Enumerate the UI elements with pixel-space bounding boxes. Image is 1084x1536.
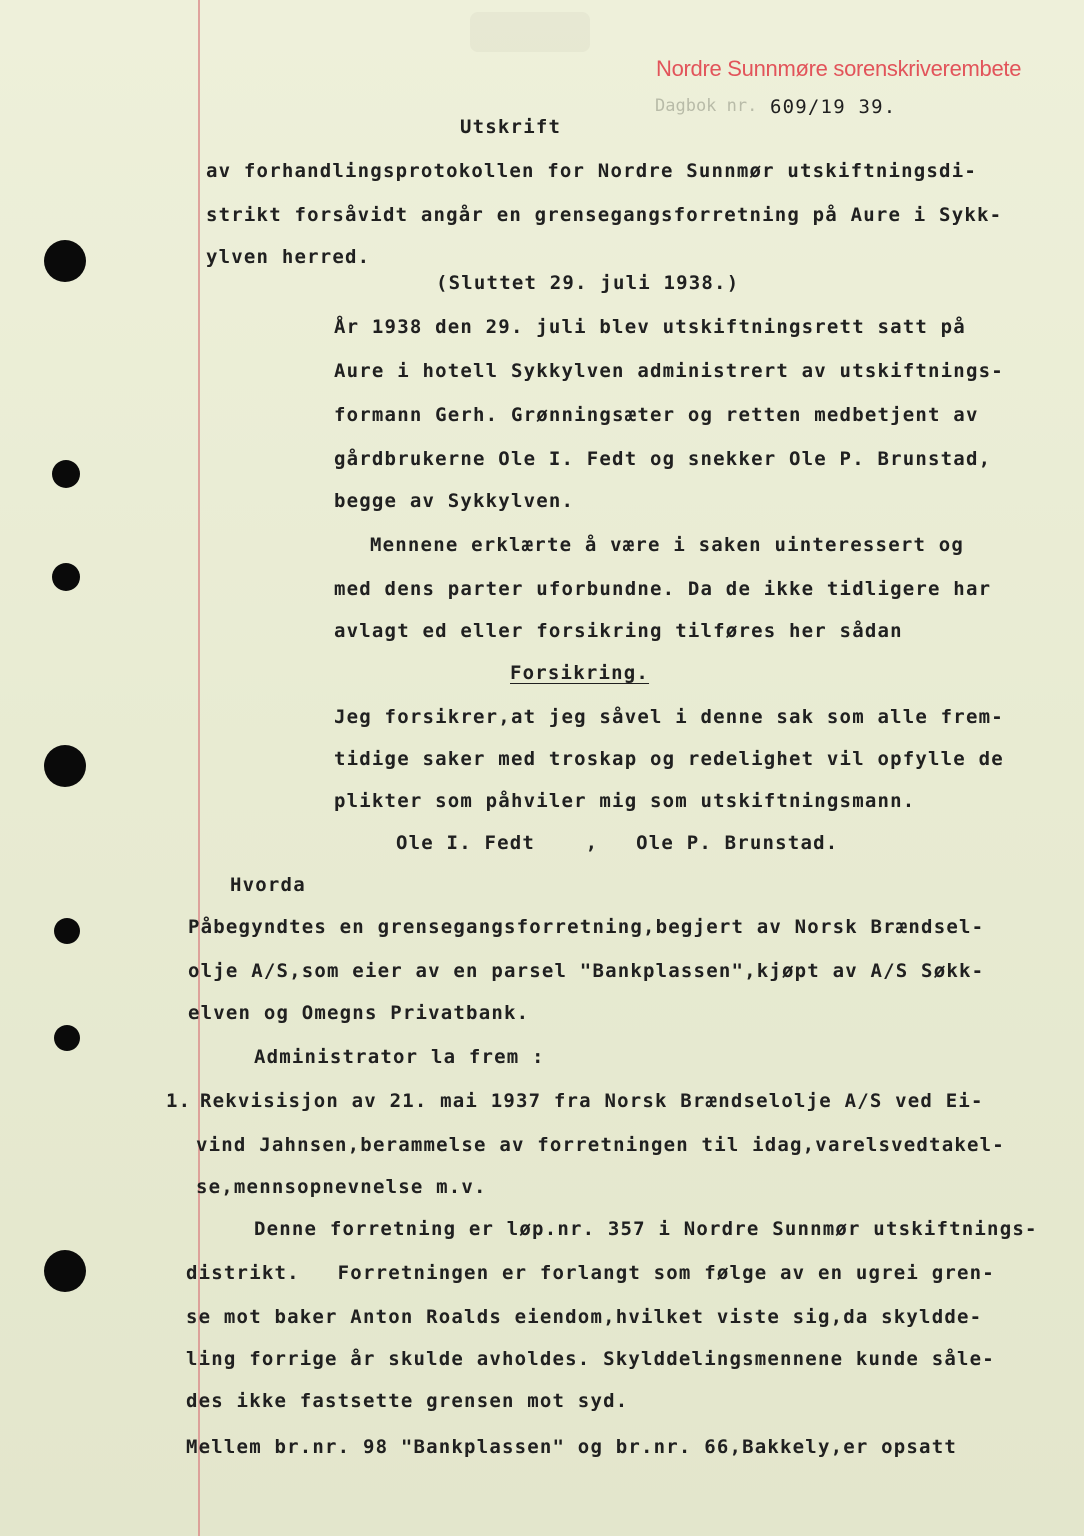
text-line: vind Jahnsen,berammelse av forretningen til idag,varelsvedtakel- [196,1134,1005,1156]
text-line: gårdbrukerne Ole I. Fedt og snekker Ole P. Brunstad, [334,448,992,470]
section-heading: Forsikring. [510,662,650,684]
text-line: Jeg forsikrer,at jeg såvel i denne sak som alle frem- [334,706,1004,728]
text-line: tidige saker med troskap og redelighet vil opfylle de [334,748,1004,770]
text-line: olje A/S,som eier av en parsel "Bankplassen",kjøpt av A/S Søkk- [188,960,985,982]
registration-prefix: Dagbok nr. [655,96,758,116]
office-stamp: Nordre Sunnmøre sorenskriverembete [656,56,1022,81]
text-line: ylven herred. [206,246,371,268]
punch-hole-icon [54,918,80,944]
text-line: plikter som påhviler mig som utskiftningsmann. [334,790,916,812]
text-line: Mennene erklærte å være i saken uinteressert og [370,534,965,556]
registration-number: 609/19 39. [770,96,897,118]
text-line: des ikke fastsette grensen mot syd. [186,1390,629,1412]
text-line: av forhandlingsprotokollen for Nordre Sunnmør utskiftningsdi- [206,160,977,182]
document-title: Utskrift [460,116,562,138]
text-line: Hvorda [230,874,306,896]
punch-hole-icon [52,460,80,488]
list-marker: 1. [166,1090,192,1112]
text-line: År 1938 den 29. juli blev utskiftningsrett satt på [334,316,966,338]
punch-hole-icon [52,563,80,591]
text-line: Denne forretning er løp.nr. 357 i Nordre Sunnmør utskiftnings- [254,1218,1038,1240]
signature-line: Ole I. Fedt , Ole P. Brunstad. [396,832,839,854]
punch-hole-icon [44,1250,86,1292]
text-line: Aure i hotell Sykkylven administrert av utskiftnings- [334,360,1004,382]
text-line: formann Gerh. Grønningsæter og retten medbetjent av [334,404,979,426]
text-line: Rekvisisjon av 21. mai 1937 fra Norsk Brændselolje A/S ved Ei- [200,1090,984,1112]
punch-hole-icon [54,1025,80,1051]
text-line: Administrator la frem : [254,1046,545,1068]
faded-bleedthrough [470,12,590,52]
text-line: Mellem br.nr. 98 "Bankplassen" og br.nr. 66,Bakkely,er opsatt [186,1436,957,1458]
text-line: avlagt ed eller forsikring tilføres her sådan [334,620,903,642]
text-line: begge av Sykkylven. [334,490,575,512]
text-line: Påbegyndtes en grensegangsforretning,begjert av Norsk Brændsel- [188,916,985,938]
punch-hole-icon [44,240,86,282]
text-line: se,mennsopnevnelse m.v. [196,1176,487,1198]
text-line: (Sluttet 29. juli 1938.) [436,272,740,294]
text-line: distrikt. Forretningen er forlangt som følge av en ugrei gren- [186,1262,995,1284]
punch-hole-icon [44,745,86,787]
text-line: elven og Omegns Privatbank. [188,1002,530,1024]
text-line: strikt forsåvidt angår en grensegangsforretning på Aure i Sykk- [206,204,1003,226]
text-line: med dens parter uforbundne. Da de ikke tidligere har [334,578,992,600]
text-line: se mot baker Anton Roalds eiendom,hvilket viste sig,da skyldde- [186,1306,983,1328]
text-line: ling forrige år skulde avholdes. Skylddelingsmennene kunde såle- [186,1348,995,1370]
